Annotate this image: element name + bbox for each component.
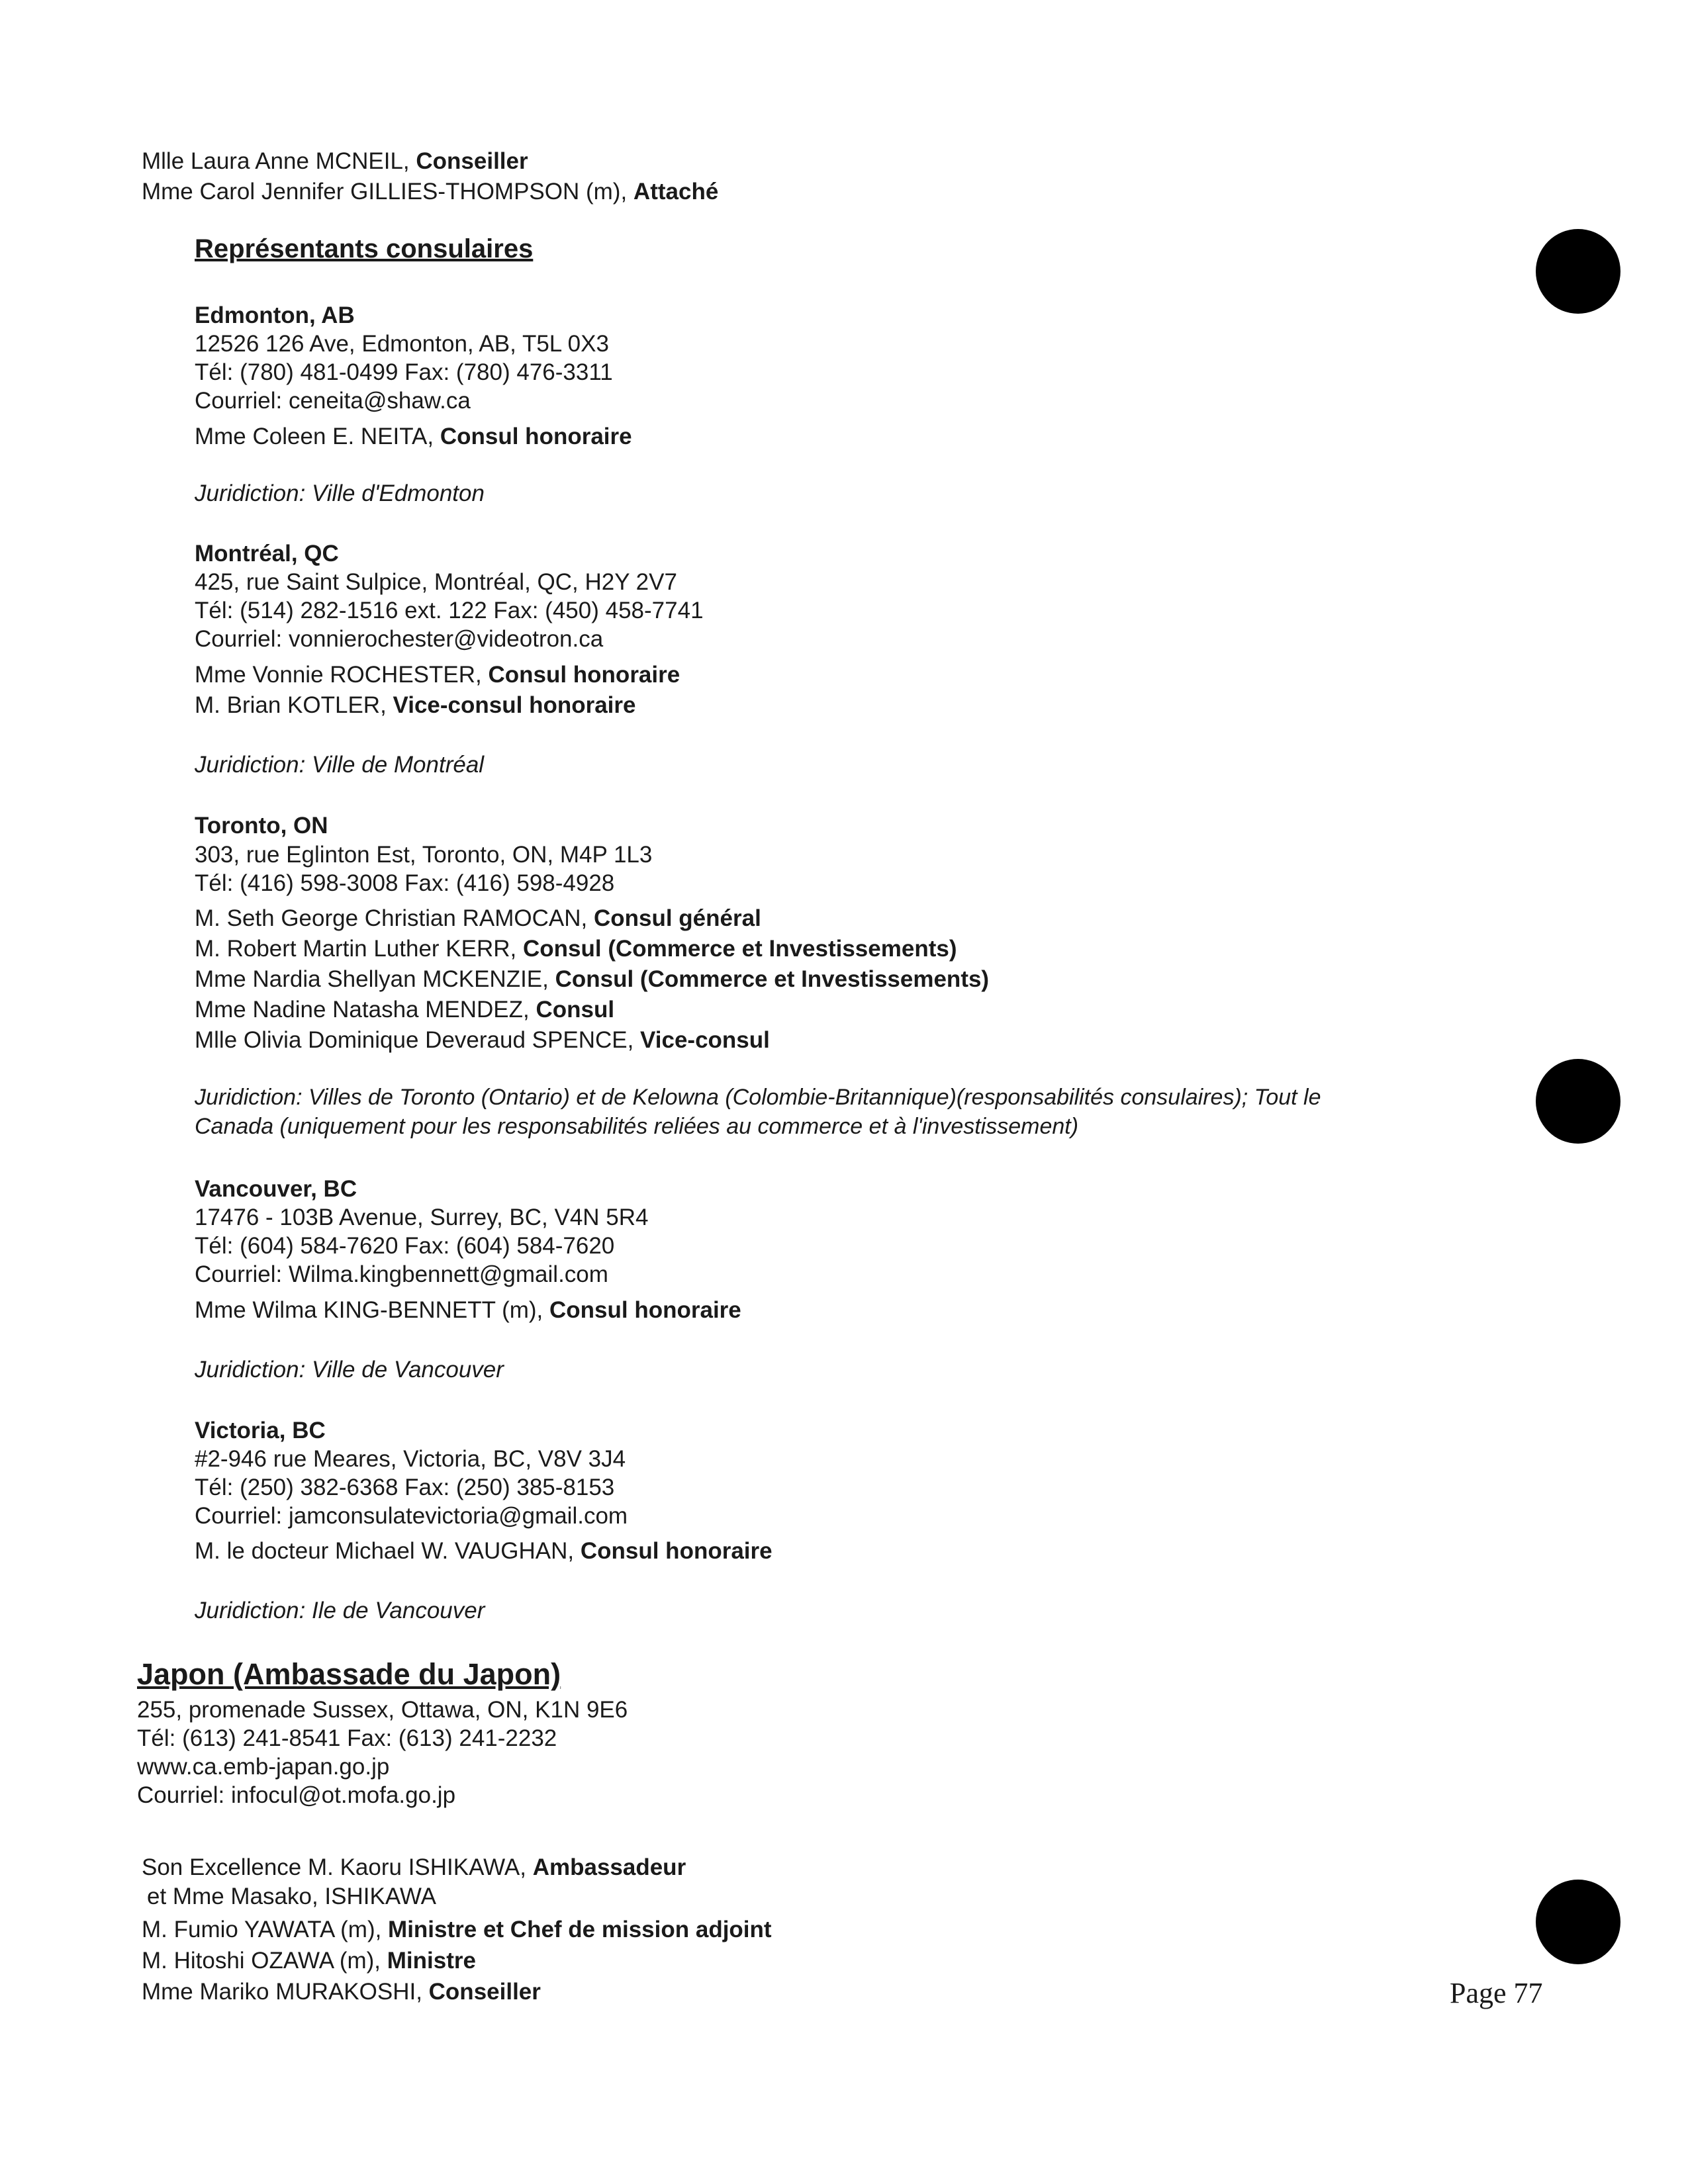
staff-name: M. Robert Martin Luther KERR,: [195, 936, 523, 962]
office-phone: Tél: (514) 282-1516 ext. 122 Fax: (450) 458-7741: [195, 598, 704, 623]
staff-line: [142, 1978, 541, 2007]
staff-title: Ministre: [387, 1948, 476, 1974]
staff-line: [142, 1915, 772, 1944]
staff-line: [142, 1946, 476, 1976]
staff-name: Mme Nadine Natasha MENDEZ,: [195, 997, 536, 1023]
office-address: 17476 - 103B Avenue, Surrey, BC, V4N 5R4: [195, 1205, 649, 1230]
staff-line: [195, 995, 614, 1024]
staff-title: Conseiller: [416, 148, 528, 174]
staff-title: Conseiller: [428, 1979, 541, 2005]
staff-title: Consul général: [593, 905, 761, 931]
staff-name: M. Hitoshi OZAWA (m),: [142, 1948, 387, 1974]
staff-line: [142, 147, 528, 176]
office-jurisdiction: Juridiction: Ville de Montréal: [195, 752, 485, 778]
staff-line: [195, 965, 989, 994]
staff-name: M. Fumio YAWATA (m),: [142, 1917, 389, 1942]
staff-title: Consul honoraire: [440, 424, 632, 449]
staff-name: Mme Carol Jennifer GILLIES-THOMPSON (m),: [142, 179, 633, 205]
staff-title: Consul (Commerce et Investissements): [523, 936, 957, 962]
staff-title: Attaché: [633, 179, 719, 205]
staff-name: Mme Coleen E. NEITA,: [195, 424, 440, 449]
embassy-phone: Tél: (613) 241-8541 Fax: (613) 241-2232: [137, 1725, 557, 1751]
staff-title: Ministre et Chef de mission adjoint: [388, 1917, 772, 1942]
embassy-website: www.ca.emb-japan.go.jp: [137, 1754, 390, 1780]
staff-title: Consul honoraire: [580, 1538, 773, 1564]
office-jurisdiction: Juridiction: Ville de Vancouver: [195, 1357, 504, 1383]
office-city: Toronto, ON: [195, 813, 328, 839]
office-jurisdiction: Canada (uniquement pour les responsabilités reliées au commerce et à l'investissement): [195, 1114, 1079, 1139]
office-phone: Tél: (416) 598-3008 Fax: (416) 598-4928: [195, 870, 615, 896]
staff-title: Consul: [536, 997, 615, 1023]
office-city: Edmonton, AB: [195, 302, 355, 328]
office-phone: Tél: (780) 481-0499 Fax: (780) 476-3311: [195, 359, 613, 385]
staff-line: [195, 660, 680, 690]
office-jurisdiction: Juridiction: Ville d'Edmonton: [195, 480, 485, 506]
staff-title: Ambassadeur: [532, 1854, 686, 1880]
punch-hole: [1536, 229, 1620, 314]
punch-hole: [1536, 1059, 1620, 1144]
staff-name: M. Brian KOTLER,: [195, 692, 393, 718]
office-city: Vancouver, BC: [195, 1176, 357, 1202]
office-address: 12526 126 Ave, Edmonton, AB, T5L 0X3: [195, 331, 609, 357]
staff-line: [195, 1026, 770, 1055]
staff-line: [195, 1537, 773, 1566]
office-phone: Tél: (604) 584-7620 Fax: (604) 584-7620: [195, 1233, 615, 1259]
staff-title: Consul honoraire: [549, 1297, 741, 1323]
staff-name: Mme Nardia Shellyan MCKENZIE,: [195, 966, 555, 992]
staff-title: Vice-consul honoraire: [393, 692, 636, 718]
office-address: #2-946 rue Meares, Victoria, BC, V8V 3J4: [195, 1446, 626, 1472]
office-address: 303, rue Eglinton Est, Toronto, ON, M4P 1L3: [195, 842, 653, 868]
staff-name: Son Excellence M. Kaoru ISHIKAWA,: [142, 1854, 533, 1880]
office-phone: Tél: (250) 382-6368 Fax: (250) 385-8153: [195, 1475, 615, 1500]
country-heading: Japon (Ambassade du Japon): [137, 1657, 561, 1691]
staff-line: [195, 904, 761, 933]
embassy-address: 255, promenade Sussex, Ottawa, ON, K1N 9E6: [137, 1697, 628, 1723]
office-jurisdiction: Juridiction: Villes de Toronto (Ontario) et de Kelowna (Colombie-Britannique)(responsabilités consulaires); Tout le: [195, 1085, 1321, 1110]
staff-name: Mme Vonnie ROCHESTER,: [195, 662, 489, 688]
staff-line: [195, 422, 632, 451]
staff-name: M. Seth George Christian RAMOCAN,: [195, 905, 594, 931]
staff-name: Mme Wilma KING-BENNETT (m),: [195, 1297, 550, 1323]
staff-line: [142, 177, 718, 206]
office-email: Courriel: vonnierochester@videotron.ca: [195, 626, 604, 652]
staff-name: Mlle Olivia Dominique Deveraud SPENCE,: [195, 1027, 641, 1053]
office-city: Victoria, BC: [195, 1418, 326, 1443]
office-city: Montréal, QC: [195, 541, 339, 567]
staff-title: Vice-consul: [640, 1027, 770, 1053]
page-number: Page 77: [1450, 1977, 1543, 2009]
office-email: Courriel: jamconsulatevictoria@gmail.com: [195, 1503, 628, 1529]
office-email: Courriel: ceneita@shaw.ca: [195, 388, 471, 414]
staff-name: Mlle Laura Anne MCNEIL,: [142, 148, 416, 174]
office-jurisdiction: Juridiction: Ile de Vancouver: [195, 1598, 485, 1623]
ambassador-spouse: et Mme Masako, ISHIKAWA: [147, 1884, 436, 1909]
staff-line: [195, 1296, 741, 1325]
embassy-email: Courriel: infocul@ot.mofa.go.jp: [137, 1782, 456, 1808]
office-address: 425, rue Saint Sulpice, Montréal, QC, H2Y 2V7: [195, 569, 677, 595]
office-email: Courriel: Wilma.kingbennett@gmail.com: [195, 1261, 608, 1287]
punch-hole: [1536, 1880, 1620, 1964]
staff-title: Consul (Commerce et Investissements): [555, 966, 990, 992]
staff-line: [195, 691, 635, 720]
consular-section-heading: Représentants consulaires: [195, 234, 534, 263]
staff-line: [195, 934, 957, 964]
staff-line: [142, 1853, 686, 1882]
staff-name: M. le docteur Michael W. VAUGHAN,: [195, 1538, 581, 1564]
staff-name: Mme Mariko MURAKOSHI,: [142, 1979, 429, 2005]
staff-title: Consul honoraire: [488, 662, 680, 688]
